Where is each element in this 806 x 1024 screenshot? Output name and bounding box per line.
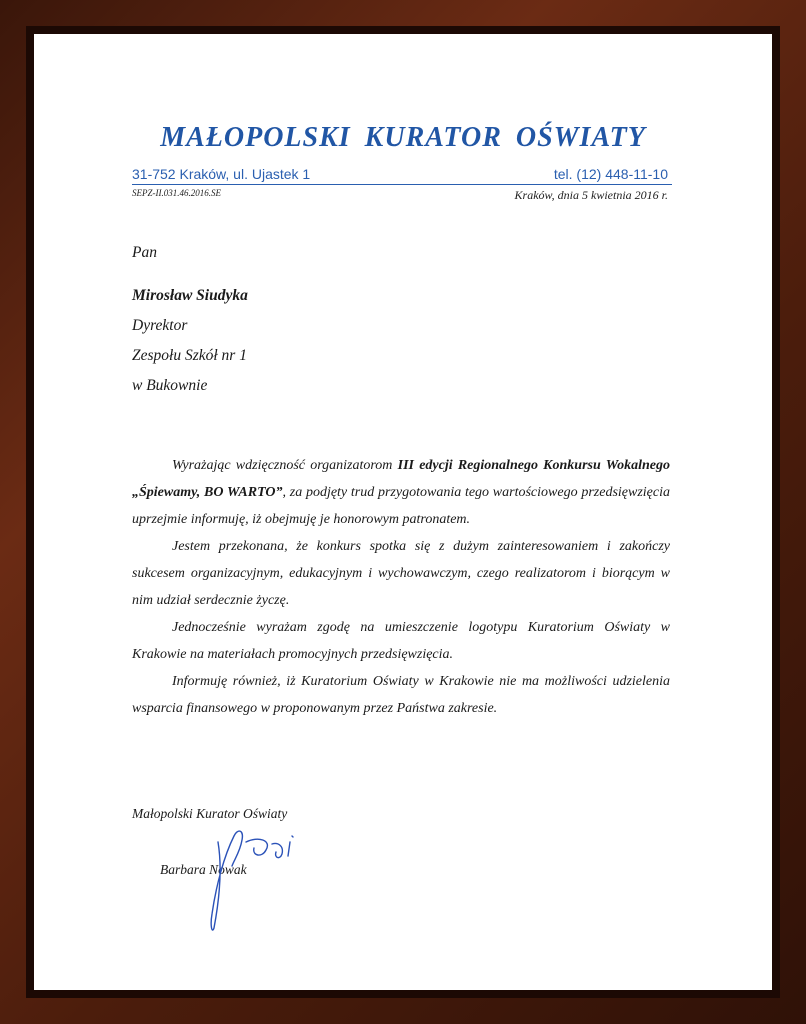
p1-event-name: III edycji Regionalnego Konkursu Wokalnego „Śpiewamy, BO WARTO” (132, 458, 671, 500)
letter-date: Kraków, dnia 5 kwietnia 2016 r. (514, 188, 668, 202)
signatory-name: Barbara Nowak (160, 862, 247, 877)
letterhead-contact (132, 166, 672, 184)
letterhead-divider (132, 184, 672, 185)
body-paragraph-4: Informuję również, iż Kuratorium Oświaty w Krakowie nie ma możliwości udzielenia wsparcia finansowego w proponowanym przez Państwa zakresie. (132, 674, 670, 716)
office-address: 31-752 Kraków, ul. Ujastek 1 (132, 166, 311, 182)
letterhead-title: MAŁOPOLSKI KURATOR OŚWIATY (160, 122, 646, 153)
reference-number: SEPZ-II.031.46.2016.SE (132, 188, 221, 198)
body-paragraph-2: Jestem przekonana, że konkurs spotka się z dużym zainteresowaniem i zakończy sukcesem organizacyjnym, edukacyjnym i wychowawczym, czego realizatorom i biorącym w nim udział serdecznie życzę. (132, 539, 670, 608)
recipient-salutation: Pan (132, 244, 157, 261)
handwritten-signature (162, 806, 422, 936)
body-paragraph-1 (132, 452, 670, 533)
recipient-institution: Zespołu Szkół nr 1 (132, 347, 247, 364)
recipient-position: Dyrektor (132, 317, 188, 334)
letter-page (34, 34, 772, 990)
letter-body (132, 452, 670, 722)
p1-intro: Wyrażając wdzięczność organizatorom (172, 458, 398, 473)
body-paragraph-3: Jednocześnie wyrażam zgodę na umieszczenie logotypu Kuratorium Oświaty w Krakowie na materiałach promocyjnych przedsięwzięcia. (132, 620, 670, 662)
signature-block (132, 806, 432, 926)
signatory-title: Małopolski Kurator Oświaty (132, 806, 288, 821)
office-phone: tel. (12) 448-11-10 (553, 166, 668, 182)
recipient-location: w Bukownie (132, 377, 208, 394)
recipient-name: Mirosław Siudyka (132, 287, 248, 304)
reference-row (132, 188, 672, 204)
p1-rest: , za podjęty trud przygotowania tego wartościowego przedsięwzięcia uprzejmie informuję, iż obejmuję je honorowym patronatem. (132, 485, 670, 527)
